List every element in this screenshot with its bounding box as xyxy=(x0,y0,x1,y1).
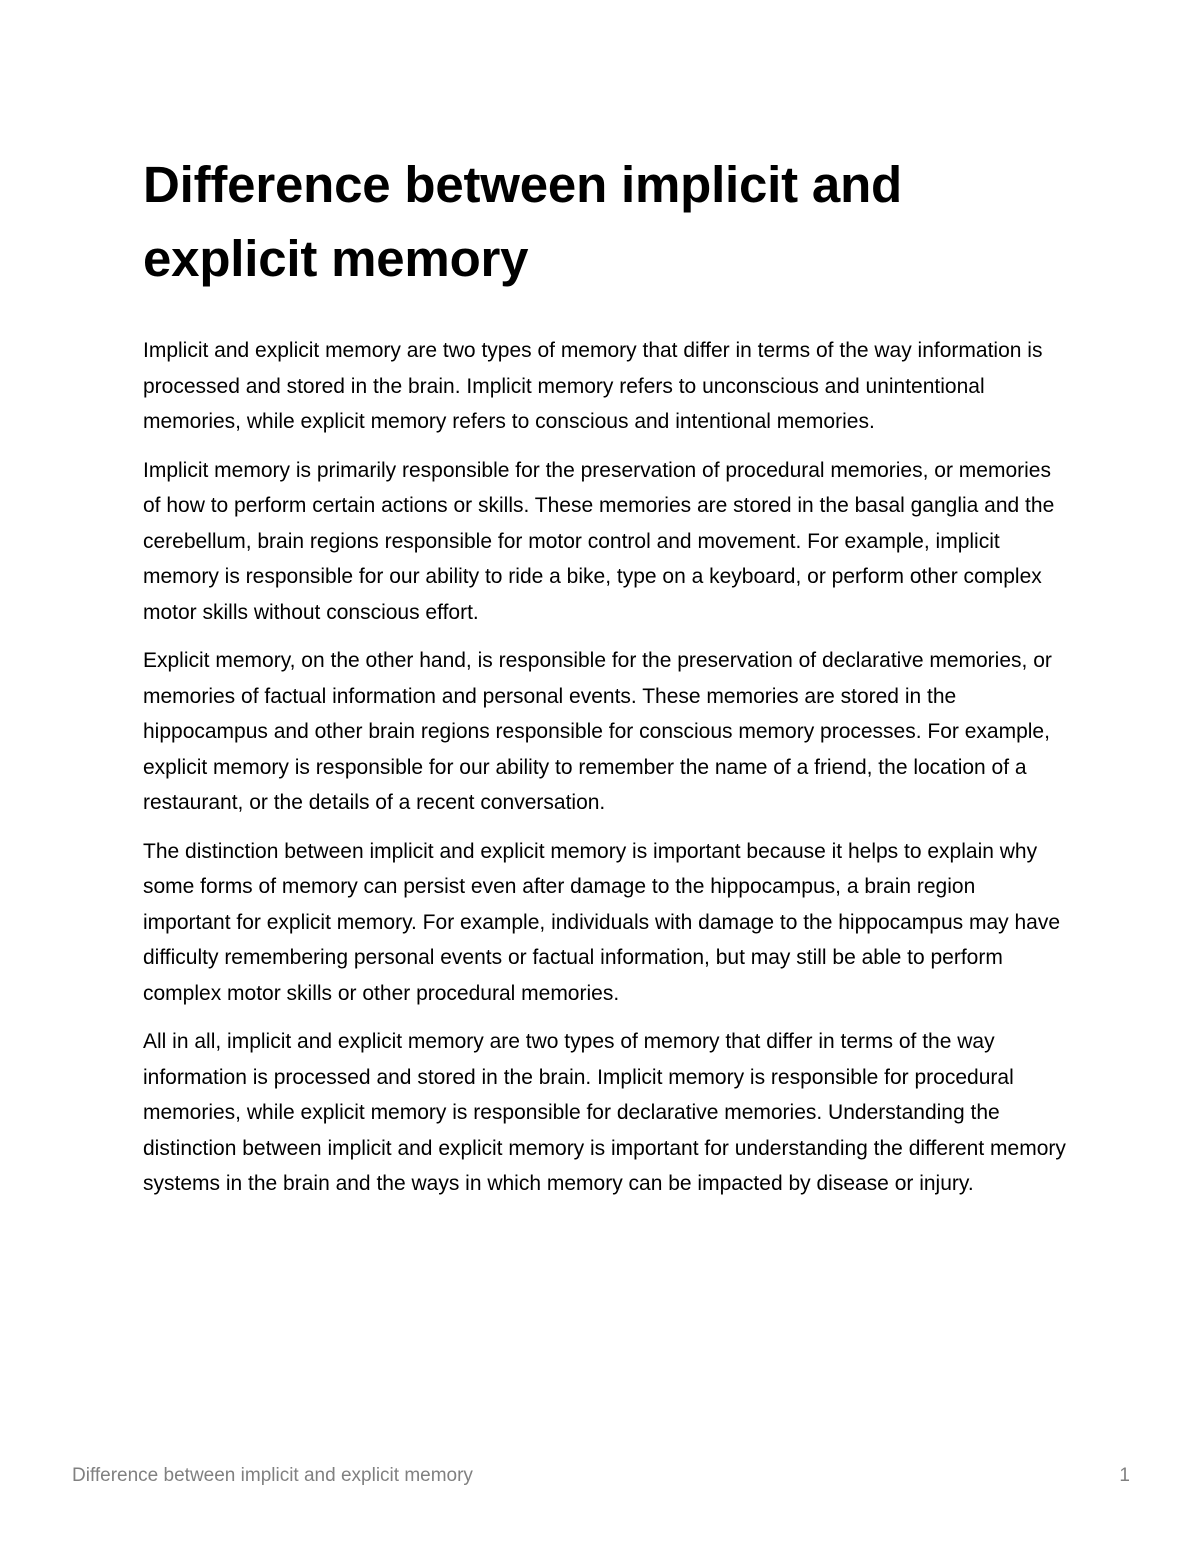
paragraph-explicit-memory: Explicit memory, on the other hand, is responsible for the preservation of declarative memories, or memories of factual information and personal events. These memories are stored in the hippocampus and other brain regions responsible for conscious memory processes. For example, explicit memory is responsible for our ability to remember the name of a friend, the location of a restaurant, or the details of a recent conversation. xyxy=(143,649,1052,814)
footer-page-number: 1 xyxy=(1119,1465,1130,1486)
document-title: Difference between implicit and explicit memory xyxy=(143,156,902,287)
paragraph-conclusion: All in all, implicit and explicit memory are two types of memory that differ in terms of the way information is processed and stored in the brain. Implicit memory is responsible for procedural memories, while explicit memory is responsible for declarative memories. Understanding the distinction between implicit and explicit memory is important for understanding the different memory systems in the brain and the ways in which memory can be impacted by disease or injury. xyxy=(143,1030,1066,1195)
paragraph-distinction: The distinction between implicit and explicit memory is important because it helps to explain why some forms of memory can persist even after damage to the hippocampus, a brain region important for explicit memory. For example, individuals with damage to the hippocampus may have difficulty remembering personal events or factual information, but may still be able to perform complex motor skills or other procedural memories. xyxy=(143,839,1061,1005)
page-footer xyxy=(72,1465,1130,1491)
document-body xyxy=(143,148,1068,1215)
paragraph-implicit-memory: Implicit memory is primarily responsible for the preservation of procedural memories, or memories of how to perform certain actions or skills. These memories are stored in the basal ganglia and the cerebellum, brain regions responsible for motor control and movement. For example, implicit memory is responsible for our ability to ride a bike, type on a keyboard, or perform other complex motor skills without conscious effort. xyxy=(143,458,1055,624)
footer-document-title: Difference between implicit and explicit memory xyxy=(72,1465,473,1486)
paragraph-intro: Implicit and explicit memory are two types of memory that differ in terms of the way information is processed and stored in the brain. Implicit memory refers to unconscious and unintentional memories, while explicit memory refers to conscious and intentional memories. xyxy=(143,339,1043,433)
